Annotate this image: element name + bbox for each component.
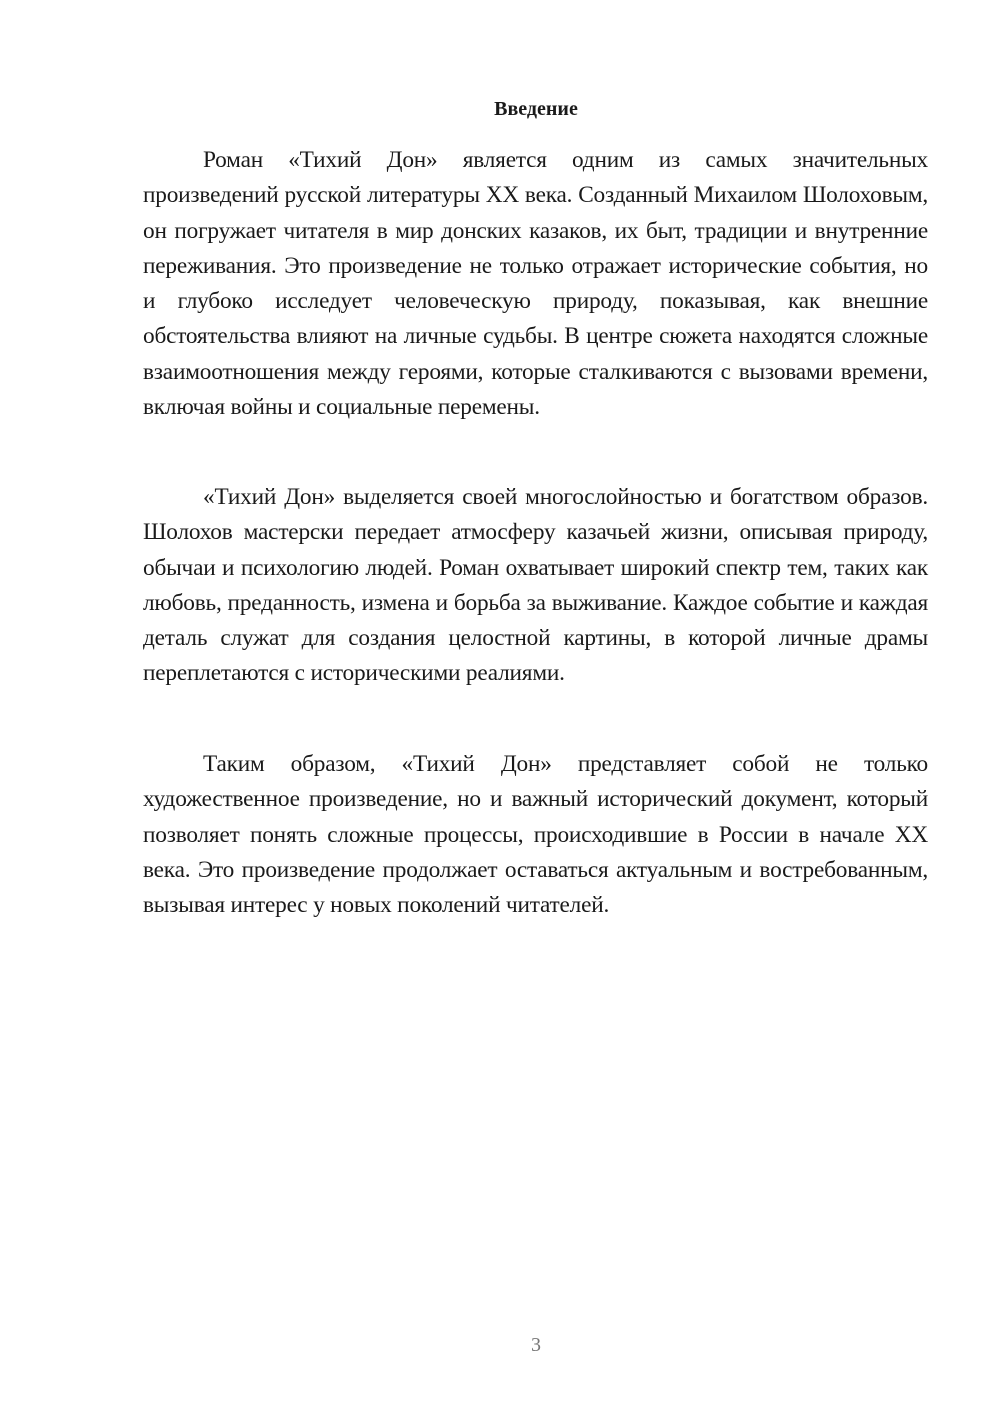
- section-title: Введение: [494, 98, 578, 120]
- paragraph-3: Таким образом, «Тихий Дон» представляет собой не только художественное произведение, но и важный исторический документ, который позволяет понять сложные процессы, происходившие в России в начале XX века. Это произведение продолжает оставаться актуальным и востребованным, вызывая интерес у новых поколений читателей.: [143, 751, 928, 919]
- paragraph-2: «Тихий Дон» выделяется своей многослойностью и богатством образов. Шолохов мастерски передает атмосферу казачьей жизни, описывая природу, обычаи и психологию людей. Роман охватывает широкий спектр тем, таких как любовь, преданность, измена и борьба за выживание. Каждое событие и каждая деталь служат для создания целостной картины, в которой личные драмы переплетаются с историческими реалиями.: [143, 484, 928, 687]
- page-number: 3: [531, 1334, 541, 1356]
- paragraph-container-2: [143, 480, 928, 692]
- paragraph-container-1: [143, 143, 928, 425]
- paragraph-1: Роман «Тихий Дон» является одним из самых значительных произведений русской литературы XX века. Созданный Михаилом Шолоховым, он погружает читателя в мир донских казаков, их быт, традиции и внутренние переживания. Это произведение не только отражает исторические события, но и глубоко исследует человеческую природу, показывая, как внешние обстоятельства влияют на личные судьбы. В центре сюжета находятся сложные взаимоотношения между героями, которые сталкиваются с вызовами времени, включая войны и социальные перемены.: [143, 147, 928, 421]
- paragraph-container-3: [143, 747, 928, 923]
